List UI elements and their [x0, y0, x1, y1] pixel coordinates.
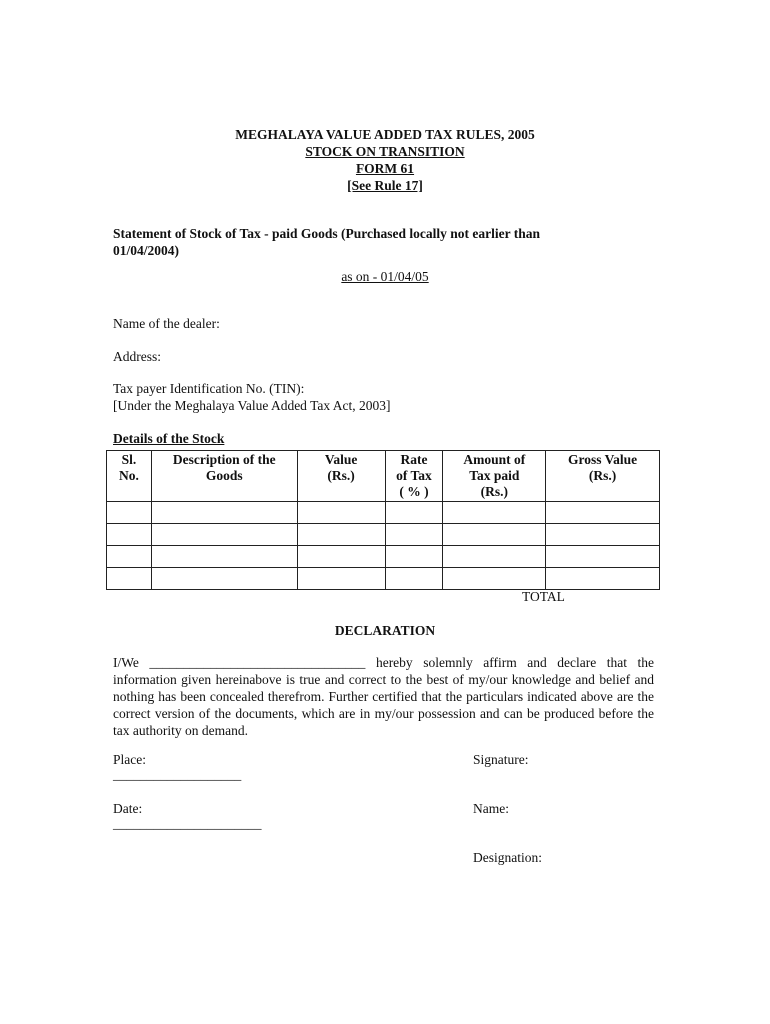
declaration-title: DECLARATION	[334, 623, 436, 638]
col-header-value-line2: (Rs.)	[327, 468, 355, 483]
table-cell[interactable]	[297, 568, 385, 590]
col-header-amount-line3: (Rs.)	[480, 484, 508, 499]
date-blank-line[interactable]: ______________________	[113, 816, 262, 831]
form-number-text: FORM 61	[355, 161, 415, 176]
table-cell[interactable]	[107, 546, 152, 568]
col-header-gross-line2: (Rs.)	[588, 468, 617, 483]
form-rule-reference	[0, 177, 770, 194]
table-cell[interactable]	[385, 502, 443, 524]
signer-name-label: Name:	[473, 801, 509, 816]
col-header-rate-line2: of Tax	[396, 468, 432, 483]
col-header-gross-value	[546, 451, 660, 502]
table-cell[interactable]	[443, 568, 546, 590]
statement-heading	[113, 225, 673, 259]
tin-label: Tax payer Identification No. (TIN):	[113, 381, 305, 396]
form-title-stock-transition-text: STOCK ON TRANSITION	[305, 144, 465, 159]
table-cell[interactable]	[443, 524, 546, 546]
table-cell[interactable]	[107, 502, 152, 524]
stock-details-table	[106, 450, 660, 590]
col-header-gross-line1: Gross Value	[568, 452, 638, 467]
table-header-row	[107, 451, 660, 502]
table-row	[107, 502, 660, 524]
table-cell[interactable]	[385, 524, 443, 546]
col-header-amount-line2: Tax paid	[469, 468, 520, 483]
table-cell[interactable]	[107, 524, 152, 546]
col-header-description-line1: Description of the	[172, 452, 276, 467]
form-number	[0, 160, 770, 177]
signature-label: Signature:	[473, 752, 529, 767]
table-cell[interactable]	[385, 546, 443, 568]
table-cell[interactable]	[297, 502, 385, 524]
place-blank-line[interactable]: ___________________	[113, 767, 242, 782]
col-header-value-line1: Value	[324, 452, 358, 467]
date-label: Date:	[113, 801, 143, 816]
col-header-sl-line1: Sl.	[121, 452, 137, 467]
place-label: Place:	[113, 752, 146, 767]
table-cell[interactable]	[546, 568, 660, 590]
table-cell[interactable]	[443, 546, 546, 568]
table-cell[interactable]	[297, 524, 385, 546]
table-row	[107, 546, 660, 568]
table-total-label: TOTAL	[522, 589, 565, 604]
table-cell[interactable]	[385, 568, 443, 590]
declaration-text: I/We ________________________________ hereby solemnly affirm and declare that the information given hereinabove is true and correct to the best of my/our knowledge and belief and nothing has been concealed therefrom. Further certified that the particulars indicated above are the correct version of the documents, which are in my/our possession and can be produced before the tax authority on demand.	[113, 655, 654, 738]
table-cell[interactable]	[107, 568, 152, 590]
table-cell[interactable]	[151, 546, 297, 568]
table-cell[interactable]	[151, 502, 297, 524]
dealer-address-label: Address:	[113, 349, 161, 364]
form-title-stock-transition	[0, 143, 770, 160]
col-header-description	[151, 451, 297, 502]
table-cell[interactable]	[297, 546, 385, 568]
dealer-name-label: Name of the dealer:	[113, 316, 220, 331]
form-rule-reference-text: [See Rule 17]	[347, 178, 423, 193]
col-header-sl-no	[107, 451, 152, 502]
col-header-description-line2: Goods	[205, 468, 243, 483]
as-on-date	[0, 268, 770, 285]
table-cell[interactable]	[546, 524, 660, 546]
tin-act-note: [Under the Meghalaya Value Added Tax Act, 2003]	[113, 398, 391, 413]
table-cell[interactable]	[151, 524, 297, 546]
statement-heading-line2: 01/04/2004)	[113, 243, 179, 258]
table-cell[interactable]	[546, 546, 660, 568]
stock-details-title: Details of the Stock	[113, 431, 225, 446]
col-header-sl-line2: No.	[119, 468, 139, 483]
col-header-rate-line1: Rate	[400, 452, 428, 467]
col-header-amount	[443, 451, 546, 502]
statement-heading-line1: Statement of Stock of Tax - paid Goods (Purchased locally not earlier than	[113, 226, 541, 241]
table-row	[107, 524, 660, 546]
designation-label: Designation:	[473, 850, 542, 865]
col-header-amount-line1: Amount of	[463, 452, 526, 467]
as-on-date-text: as on - 01/04/05	[341, 269, 429, 284]
table-cell[interactable]	[443, 502, 546, 524]
table-cell[interactable]	[151, 568, 297, 590]
col-header-rate	[385, 451, 443, 502]
col-header-value	[297, 451, 385, 502]
table-row	[107, 568, 660, 590]
form-title-rules: MEGHALAYA VALUE ADDED TAX RULES, 2005	[235, 127, 535, 142]
table-cell[interactable]	[546, 502, 660, 524]
col-header-rate-line3: ( % )	[399, 484, 429, 499]
